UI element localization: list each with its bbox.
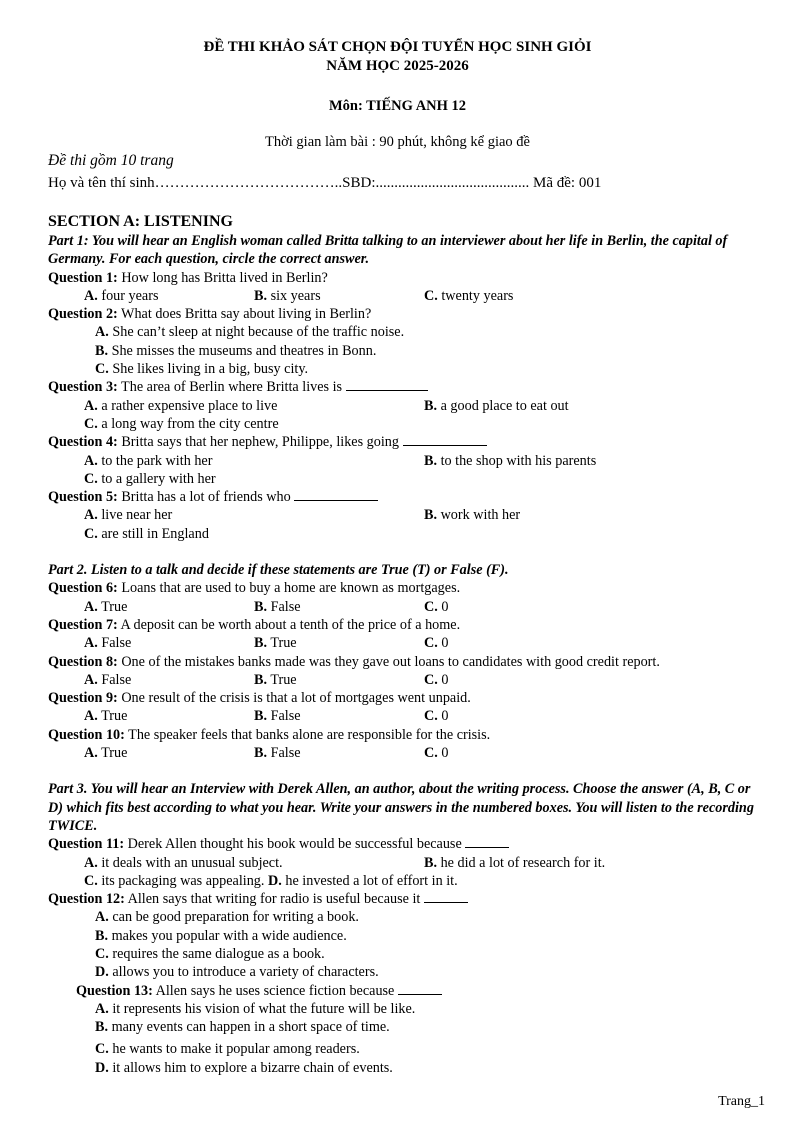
option-letter: A. (84, 287, 98, 304)
option-b[interactable] (424, 854, 605, 872)
option-c[interactable] (84, 873, 264, 889)
question-8 (48, 653, 768, 671)
option-c[interactable] (424, 671, 448, 689)
option-letter: A. (84, 598, 98, 615)
option-letter: A. (84, 671, 98, 688)
options-row (48, 872, 768, 890)
option-letter: C. (424, 635, 438, 652)
option-b[interactable] (48, 1018, 768, 1036)
question-13 (48, 982, 768, 1000)
option-text: a rather expensive place to live (101, 397, 278, 414)
option-text: False (270, 708, 301, 725)
question-3 (48, 378, 768, 396)
options-row (48, 397, 768, 415)
subject-line: Môn: TIẾNG ANH 12 (328, 98, 467, 114)
option-letter: A. (84, 507, 98, 524)
time-line: Thời gian làm bài : 90 phút, không kể giao đề (265, 134, 530, 150)
option-c[interactable] (48, 525, 768, 543)
question-label: Question 6: (48, 580, 118, 597)
option-text: 0 (441, 708, 449, 725)
part1-instruction: Part 1: You will hear an English woman called Britta talking to an interviewer about her life in Berlin, the capital of Germany. For each question, circle the correct answer. (48, 233, 728, 268)
option-letter: A. (95, 909, 109, 926)
option-letter: B. (254, 287, 268, 304)
title-line-1: ĐỀ THI KHẢO SÁT CHỌN ĐỘI TUYỂN HỌC SINH GIỎI (203, 39, 592, 55)
question-12 (48, 890, 768, 908)
option-letter: A. (84, 635, 98, 652)
question-11 (48, 835, 768, 853)
options-row (48, 744, 768, 762)
option-text: True (270, 635, 297, 652)
option-letter: C. (424, 598, 438, 615)
option-text: six years (270, 287, 321, 304)
option-letter: B. (424, 854, 438, 871)
option-d[interactable] (48, 963, 768, 981)
question-text: How long has Britta lived in Berlin? (117, 269, 328, 286)
question-text: The area of Berlin where Britta lives is (117, 379, 346, 396)
option-text: can be good preparation for writing a book. (112, 909, 359, 926)
part3-instruction: Part 3. You will hear an Interview with Derek Allen, an author, about the writing process. Choose the answer (A, B, C or D) which fits best according to what you hear. Write your answers in the numbered boxes. You will listen to the recording TWICE. (48, 781, 754, 834)
option-text: a long way from the city centre (101, 415, 279, 432)
option-b[interactable] (424, 452, 596, 470)
question-7 (48, 616, 768, 634)
section-heading: SECTION A: LISTENING (48, 213, 233, 230)
candidate-name-sbd: Họ và tên thí sinh………………………………..SBD:......................................... (48, 175, 530, 191)
option-letter: A. (84, 854, 98, 871)
option-text: True (270, 671, 297, 688)
option-text: four years (101, 287, 159, 304)
question-text: The speaker feels that banks alone are responsible for the crisis. (124, 726, 491, 743)
question-label: Question 12: (48, 891, 125, 908)
answer-blank[interactable] (398, 982, 442, 995)
question-label: Question 7: (48, 616, 118, 633)
option-letter: B. (254, 745, 268, 762)
option-c[interactable] (48, 1040, 768, 1058)
option-c[interactable] (48, 945, 768, 963)
option-letter: B. (254, 671, 268, 688)
option-letter: C. (95, 945, 109, 962)
question-text: What does Britta say about living in Berlin? (117, 306, 372, 323)
question-text: Britta says that her nephew, Philippe, likes going (117, 434, 403, 451)
option-c[interactable] (424, 707, 448, 725)
option-b[interactable] (48, 927, 768, 945)
option-d[interactable] (48, 1059, 768, 1077)
option-a[interactable] (84, 452, 424, 470)
option-letter: C. (84, 415, 98, 432)
option-letter: D. (268, 872, 282, 889)
option-letter: D. (95, 1059, 109, 1076)
option-letter: A. (84, 708, 98, 725)
option-a[interactable] (84, 707, 254, 725)
option-letter: C. (424, 708, 438, 725)
option-letter: B. (95, 342, 109, 359)
option-text: She misses the museums and theatres in Bonn. (111, 342, 377, 359)
part2-instruction: Part 2. Listen to a talk and decide if these statements are True (T) or False (F). (48, 562, 509, 579)
option-b[interactable] (254, 744, 424, 762)
answer-blank[interactable] (346, 378, 428, 391)
option-d[interactable] (268, 873, 458, 889)
option-letter: A. (95, 324, 109, 341)
answer-blank[interactable] (465, 835, 509, 848)
candidate-info (48, 174, 601, 192)
page-number: Trang_1 (718, 1093, 765, 1109)
question-4 (48, 433, 768, 451)
option-a[interactable] (48, 1000, 768, 1018)
option-text: its packaging was appealing. (101, 872, 265, 889)
options-row (48, 598, 768, 616)
option-a[interactable] (84, 397, 424, 415)
option-a[interactable] (48, 323, 768, 341)
option-text: False (101, 671, 132, 688)
option-text: 0 (441, 598, 449, 615)
option-letter: B. (95, 927, 109, 944)
options-row (48, 634, 768, 652)
answer-blank[interactable] (403, 433, 487, 446)
option-letter: D. (95, 964, 109, 981)
question-text: One of the mistakes banks made was they gave out loans to candidates with good credit report. (117, 653, 660, 670)
option-letter: C. (84, 872, 98, 889)
option-letter: B. (254, 598, 268, 615)
options-row (48, 506, 768, 524)
option-letter: B. (254, 708, 268, 725)
title-line-2: NĂM HỌC 2025-2026 (326, 58, 469, 74)
option-text: to a gallery with her (101, 470, 216, 487)
option-text: are still in England (101, 525, 209, 542)
page-count: Đề thi gồm 10 trang (48, 152, 174, 169)
exam-code: Mã đề: 001 (533, 175, 602, 191)
option-text: he did a lot of research for it. (440, 854, 606, 871)
option-text: he wants to make it popular among readers. (112, 1041, 360, 1058)
question-label: Question 13: (76, 982, 153, 999)
option-text: allows you to introduce a variety of characters. (112, 964, 379, 981)
option-b[interactable] (254, 287, 424, 305)
option-letter: B. (424, 507, 438, 524)
option-letter: C. (84, 470, 98, 487)
option-text: live near her (101, 507, 173, 524)
option-text: She can’t sleep at night because of the traffic noise. (112, 324, 405, 341)
options-row (48, 287, 768, 305)
question-9 (48, 689, 768, 707)
question-label: Question 1: (48, 269, 118, 286)
option-c[interactable] (424, 598, 448, 616)
question-text: Britta has a lot of friends who (117, 489, 295, 506)
option-letter: B. (424, 397, 438, 414)
option-b[interactable] (254, 671, 424, 689)
option-a[interactable] (84, 744, 254, 762)
option-text: True (101, 745, 128, 762)
question-label: Question 9: (48, 690, 118, 707)
question-text: Loans that are used to buy a home are known as mortgages. (117, 580, 461, 597)
options-row (48, 707, 768, 725)
option-letter: B. (95, 1019, 109, 1036)
option-a[interactable] (84, 287, 254, 305)
option-c[interactable] (48, 360, 768, 378)
spacer (48, 762, 768, 780)
option-text: 0 (441, 635, 449, 652)
option-letter: C. (84, 525, 98, 542)
question-text: Allen says he uses science fiction because (152, 982, 398, 999)
option-a[interactable] (84, 671, 254, 689)
question-label: Question 10: (48, 726, 125, 743)
answer-blank[interactable] (424, 890, 468, 903)
option-letter: A. (84, 745, 98, 762)
exam-content (48, 212, 768, 1077)
option-letter: A. (95, 1000, 109, 1017)
option-text: a good place to eat out (440, 397, 569, 414)
options-row (48, 854, 768, 872)
option-c[interactable] (48, 415, 768, 433)
option-text: True (101, 598, 128, 615)
question-label: Question 8: (48, 653, 118, 670)
question-2 (48, 305, 768, 323)
option-c[interactable] (424, 744, 448, 762)
option-a[interactable] (84, 634, 254, 652)
option-letter: C. (424, 671, 438, 688)
question-text: Derek Allen thought his book would be successful because (124, 836, 466, 853)
question-5 (48, 488, 768, 506)
option-b[interactable] (254, 634, 424, 652)
option-text: he invested a lot of effort in it. (285, 872, 458, 889)
option-text: 0 (441, 671, 449, 688)
question-1 (48, 269, 768, 287)
option-text: many events can happen in a short space of time. (111, 1019, 390, 1036)
option-text: it deals with an unusual subject. (101, 854, 283, 871)
option-text: True (101, 708, 128, 725)
option-text: False (270, 745, 301, 762)
option-letter: B. (424, 452, 438, 469)
option-text: 0 (441, 745, 449, 762)
option-text: to the shop with his parents (440, 452, 597, 469)
options-row (48, 671, 768, 689)
option-text: She likes living in a big, busy city. (112, 361, 309, 378)
option-c[interactable] (424, 287, 513, 305)
answer-blank[interactable] (294, 488, 378, 501)
option-text: twenty years (441, 287, 514, 304)
option-letter: C. (424, 745, 438, 762)
option-letter: A. (84, 452, 98, 469)
option-text: work with her (440, 507, 521, 524)
option-text: it allows him to explore a bizarre chain of events. (112, 1059, 393, 1076)
option-c[interactable] (48, 470, 768, 488)
question-label: Question 2: (48, 306, 118, 323)
option-b[interactable] (48, 342, 768, 360)
question-text: One result of the crisis is that a lot of mortgages went unpaid. (117, 690, 471, 707)
exam-title (0, 38, 795, 76)
question-label: Question 3: (48, 379, 118, 396)
question-text: Allen says that writing for radio is useful because it (124, 891, 424, 908)
question-label: Question 5: (48, 489, 118, 506)
option-text: makes you popular with a wide audience. (111, 927, 347, 944)
option-a[interactable] (84, 854, 424, 872)
option-letter: B. (254, 635, 268, 652)
option-b[interactable] (424, 506, 520, 524)
option-a[interactable] (48, 908, 768, 926)
question-6 (48, 579, 768, 597)
option-letter: C. (424, 287, 438, 304)
option-letter: A. (84, 397, 98, 414)
option-b[interactable] (424, 397, 569, 415)
option-text: requires the same dialogue as a book. (112, 945, 325, 962)
options-row (48, 452, 768, 470)
option-a[interactable] (84, 598, 254, 616)
option-c[interactable] (424, 634, 448, 652)
question-label: Question 11: (48, 836, 125, 853)
question-label: Question 4: (48, 434, 118, 451)
question-text: A deposit can be worth about a tenth of the price of a home. (117, 616, 461, 633)
option-text: False (270, 598, 301, 615)
option-letter: C. (95, 1041, 109, 1058)
option-b[interactable] (254, 707, 424, 725)
option-b[interactable] (254, 598, 424, 616)
spacer (48, 543, 768, 561)
option-a[interactable] (84, 506, 424, 524)
option-text: it represents his vision of what the future will be like. (112, 1000, 416, 1017)
option-letter: C. (95, 361, 109, 378)
question-10 (48, 726, 768, 744)
option-text: to the park with her (101, 452, 213, 469)
option-text: False (101, 635, 132, 652)
